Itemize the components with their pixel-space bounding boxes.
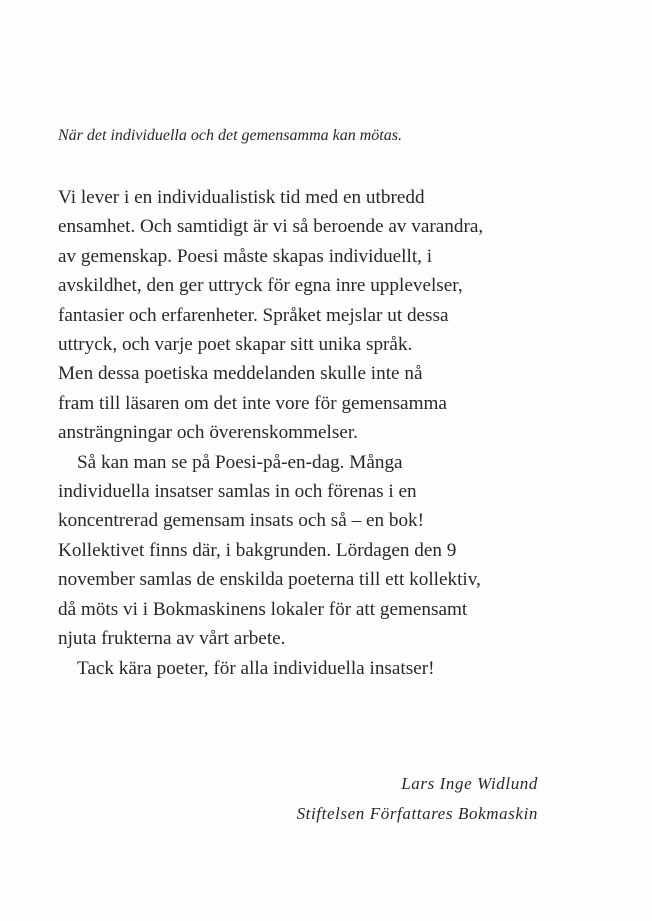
text-line: av gemenskap. Poesi måste skapas individuellt, i (58, 245, 433, 267)
text-line: Kollektivet finns där, i bakgrunden. Lördagen den 9 (58, 539, 457, 561)
page-heading: När det individuella och det gemensamma kan mötas. (58, 127, 402, 144)
text-line: ensamhet. Och samtidigt är vi så beroende av varandra, (58, 216, 484, 238)
text-line: fram till läsaren om det inte vore för gemensamma (58, 392, 447, 414)
text-line: Men dessa poetiska meddelanden skulle inte nå (58, 363, 423, 385)
text-line: ansträngningar och överenskommelser. (58, 422, 358, 444)
text-line: då möts vi i Bokmaskinens lokaler för att gemensamt (58, 598, 468, 620)
text-line: Tack kära poeter, för alla individuella insatser! (77, 657, 435, 679)
text-line: uttryck, och varje poet skapar sitt unika språk. (58, 334, 413, 356)
text-line: koncentrerad gemensam insats och så – en bok! (58, 510, 425, 532)
signature-block (297, 769, 538, 829)
text-line: njuta frukterna av vårt arbete. (58, 628, 286, 650)
body-text (58, 183, 638, 683)
signature-name: Lars Inge Widlund (401, 774, 538, 793)
signature-organization: Stiftelsen Författares Bokmaskin (296, 804, 538, 823)
text-line: Så kan man se på Poesi-på-en-dag. Många (77, 451, 403, 473)
text-line: november samlas de enskilda poeterna till ett kollektiv, (58, 569, 481, 591)
text-line: avskildhet, den ger uttryck för egna inre upplevelser, (58, 275, 463, 297)
text-line: individuella insatser samlas in och förenas i en (58, 481, 417, 503)
text-line: fantasier och erfarenheter. Språket mejslar ut dessa (58, 304, 449, 326)
text-line: Vi lever i en individualistisk tid med en utbredd (58, 187, 425, 208)
